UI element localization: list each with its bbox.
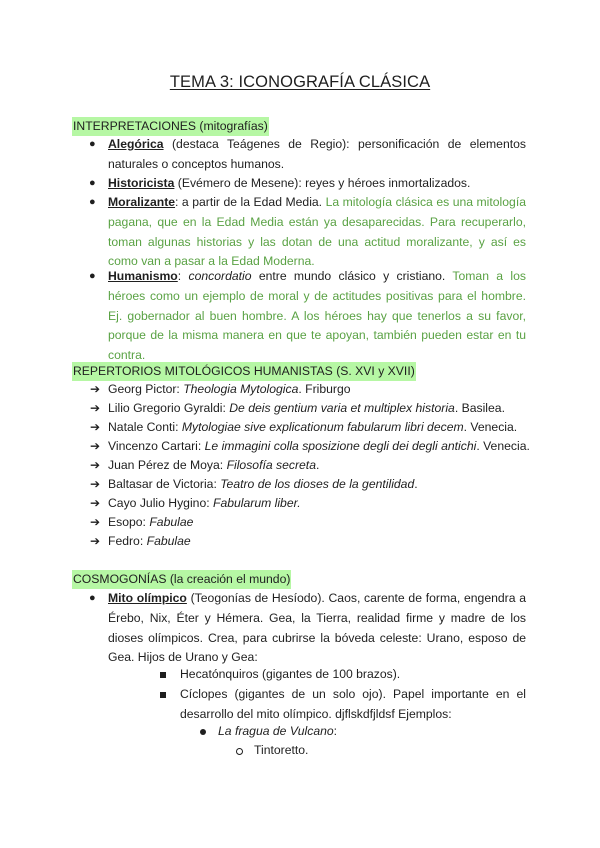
- dot-bullet-icon: [200, 729, 206, 735]
- arrow-right-icon: ➔: [90, 420, 101, 434]
- item-text: (Teogonías de Hesíodo). Caos, carente de forma, engendra a Érebo, Nix, Éter y Hémera. Gea, la Tierra, realidad firme y madre de los dioses olímpicos. Crea, para cubrirse la bóveda celeste: Urano, esposo de Gea. Hijos de Urano y Gea:: [108, 591, 526, 665]
- list-item-moralizante: [89, 193, 526, 272]
- arrow-right-icon: ➔: [90, 401, 101, 415]
- square-bullet-icon: [160, 692, 166, 698]
- term-moralizante: Moralizante: [108, 195, 176, 209]
- item-text: (destaca Teágenes de Regio): personificación de elementos naturales o conceptos humanos.: [108, 137, 526, 171]
- item-text: : a partir de la Edad Media.: [175, 195, 326, 209]
- item-text: (Evémero de Mesene): reyes y héroes inmortalizados.: [174, 176, 471, 190]
- list-item-historicista: [89, 174, 526, 194]
- sub-sub-list-item: La fragua de Vulcano:: [218, 722, 337, 742]
- page-title: TEMA 3: ICONOGRAFÍA CLÁSICA: [169, 73, 431, 91]
- bullet-icon: ●: [89, 196, 96, 208]
- list-item: ➔ Juan Pérez de Moya: Filosofía secreta.: [90, 456, 319, 476]
- arrow-right-icon: ➔: [90, 515, 101, 529]
- bullet-icon: ●: [89, 270, 96, 282]
- list-item-mito-olimpico: [89, 589, 526, 668]
- bullet-icon: ●: [89, 177, 96, 189]
- list-item: ➔ Georg Pictor: Theologia Mytologica. Friburgo: [90, 380, 351, 400]
- term-humanismo: Humanismo: [108, 269, 178, 283]
- arrow-right-icon: ➔: [90, 458, 101, 472]
- arrow-right-icon: ➔: [90, 477, 101, 491]
- bullet-icon: ●: [89, 592, 96, 604]
- arrow-right-icon: ➔: [90, 439, 101, 453]
- section-heading-interpretaciones: INTERPRETACIONES (mitografías): [72, 117, 269, 136]
- term-historicista: Historicista: [108, 176, 175, 190]
- arrow-right-icon: ➔: [90, 382, 101, 396]
- sub-list-item: Hecatónquiros (gigantes de 100 brazos).: [180, 665, 526, 685]
- square-bullet-icon: [160, 672, 166, 678]
- item-text: :: [177, 269, 189, 283]
- list-item: ➔ Cayo Julio Hygino: Fabularum liber.: [90, 494, 301, 514]
- arrow-right-icon: ➔: [90, 496, 101, 510]
- list-item-alegorica: [89, 135, 526, 175]
- section-heading-repertorios: REPERTORIOS MITOLÓGICOS HUMANISTAS (S. XVI y XVII): [72, 362, 416, 381]
- list-item: ➔ Lilio Gregorio Gyraldi: De deis gentium varia et multiplex historia. Basilea.: [90, 399, 505, 419]
- term-alegorica: Alegórica: [108, 137, 164, 151]
- list-item: ➔ Vincenzo Cartari: Le immagini colla sposizione degli dei degli antichi. Venecia.: [90, 437, 530, 457]
- list-item: ➔ Natale Conti: Mytologiae sive explicationum fabularum libri decem. Venecia.: [90, 418, 517, 438]
- list-item-humanismo: [89, 267, 526, 366]
- list-item: ➔ Fedro: Fabulae: [90, 532, 191, 552]
- circle-bullet-icon: [236, 748, 243, 755]
- item-text: entre mundo clásico y cristiano.: [251, 269, 453, 283]
- arrow-right-icon: ➔: [90, 534, 101, 548]
- bullet-icon: ●: [89, 138, 96, 150]
- section-heading-cosmogonias: COSMOGONÍAS (la creación el mundo): [72, 570, 291, 589]
- sub-list-item: Cíclopes (gigantes de un solo ojo). Papel importante en el desarrollo del mito olímpico. djflskdfjldsf Ejemplos:: [180, 685, 526, 725]
- list-item: ➔ Esopo: Fabulae: [90, 513, 193, 533]
- note-green: Toman a los héroes como un ejemplo de moral y de actitudes positivas para el hombre. Ej. gobernador al buen hombre. A los héroes hay que tenerlos a su favor, porque de la misma manera en que te apoyan, también pueden estar en tu contra.: [108, 269, 526, 363]
- italic-term: concordatio: [188, 269, 252, 283]
- note-green: La mitología clásica es una mitología pagana, que en la Edad Media están ya desaparecidas. Para recuperarlo, toman algunas historias y las dotan de una actitud moralizante, y así es como van a pasar a la Edad Moderna.: [108, 195, 526, 269]
- term-mito-olimpico: Mito olímpico: [108, 591, 187, 605]
- list-item: ➔ Baltasar de Victoria: Teatro de los dioses de la gentilidad.: [90, 475, 418, 495]
- sub-sub-sub-list-item: Tintoretto.: [254, 741, 308, 761]
